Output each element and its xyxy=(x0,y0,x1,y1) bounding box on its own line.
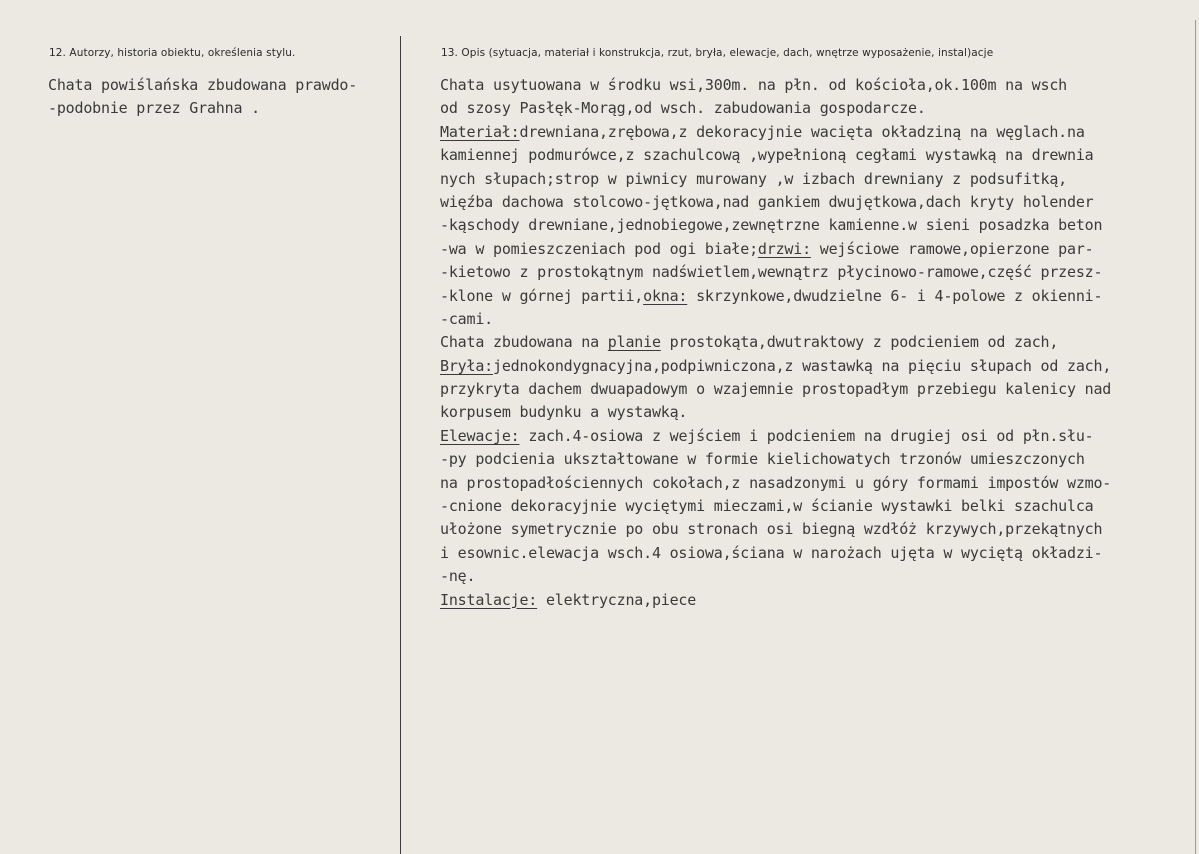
description-segment: drewniana,zrębowa,z dekoracyjnie wacięta okładziną na węglach.na xyxy=(519,122,1085,141)
description-line xyxy=(440,168,1111,191)
description-segment: ułożone symetrycznie po obu stronach osi biegną wzdłóż krzywych,przekątnych xyxy=(440,520,1103,539)
description-segment: wejściowe ramowe,opierzone par- xyxy=(810,239,1094,258)
authors-history-text xyxy=(48,74,357,121)
description-segment: jednokondygnacyjna,podpiwniczona,z wastawką na pięciu słupach od zach, xyxy=(493,356,1112,375)
description-line xyxy=(440,331,1111,354)
description-line xyxy=(440,589,1111,612)
description-segment: skrzynkowe,dwudzielne 6- i 4-polowe z okienni- xyxy=(687,286,1103,305)
description-segment: -cami. xyxy=(440,309,493,328)
description-line xyxy=(440,238,1111,261)
description-segment: -klone w górnej partii, xyxy=(440,286,644,305)
description-segment: -nę. xyxy=(440,567,476,586)
description-text xyxy=(440,74,1111,612)
description-line xyxy=(440,542,1111,565)
description-segment: Chata zbudowana na xyxy=(440,333,608,352)
description-line xyxy=(440,425,1111,448)
section-label: drzwi: xyxy=(757,239,811,258)
description-segment: -kąschody drewniane,jednobiegowe,zewnętrzne kamienne.w sieni posadzka beton xyxy=(440,216,1103,235)
column-divider xyxy=(400,36,401,854)
description-line xyxy=(440,308,1111,331)
section-label: Bryła: xyxy=(440,356,493,375)
description-segment: i esownic.elewacja wsch.4 osiowa,ściana w narożach ujęta w wyciętą okładzi- xyxy=(440,543,1103,562)
description-line xyxy=(440,565,1111,588)
left-text-line: Chata powiślańska zbudowana prawdo- xyxy=(48,76,358,94)
description-segment: -kietowo z prostokątnym nadświetlem,wewnątrz płycinowo-ramowe,część przesz- xyxy=(440,263,1103,282)
description-line xyxy=(440,401,1111,424)
description-segment: kamiennej podmurówce,z szachulcową ,wypełnioną cegłami wystawką na drewnia xyxy=(440,146,1094,165)
description-line xyxy=(440,355,1111,378)
description-segment: -wa w pomieszczeniach pod ogi białe; xyxy=(440,239,758,258)
description-segment: na prostopadłościennych cokołach,z nasadzonymi u góry formami impostów wzmo- xyxy=(440,473,1112,492)
description-line xyxy=(440,74,1111,97)
description-line xyxy=(440,144,1111,167)
description-segment: prostokąta,dwutraktowy z podcieniem od zach, xyxy=(660,333,1059,352)
section-13-header: 13. Opis (sytuacja, materiał i konstrukcja, rzut, bryła, elewacje, dach, wnętrze wyposażenie, instal)acje xyxy=(441,47,994,59)
description-segment: elektryczna,piece xyxy=(537,590,697,609)
description-line xyxy=(440,518,1111,541)
description-line xyxy=(440,495,1111,518)
left-text-line: -podobnie przez Grahna . xyxy=(48,99,260,118)
description-line xyxy=(440,191,1111,214)
description-segment: korpusem budynku a wystawką. xyxy=(440,403,688,422)
description-segment: -py podcienia ukształtowane w formie kielichowatych trzonów umieszczonych xyxy=(440,450,1085,469)
description-line xyxy=(440,121,1111,144)
description-line xyxy=(440,448,1111,471)
section-label: Materiał: xyxy=(440,122,520,141)
description-segment: -cnione dekoracyjnie wyciętymi mieczami,w ścianie wystawki belki szachulca xyxy=(440,497,1094,516)
section-12-header: 12. Autorzy, historia obiektu, określenia stylu. xyxy=(49,47,296,59)
description-segment: przykryta dachem dwuapadowym o wzajemnie prostopadłym przebiegu kalenicy nad xyxy=(440,380,1112,399)
description-line xyxy=(440,285,1111,308)
right-edge-line xyxy=(1195,20,1196,854)
description-segment: zach.4-osiowa z wejściem i podcieniem na drugiej osi od płn.słu- xyxy=(519,426,1094,445)
description-line xyxy=(440,214,1111,237)
section-label: okna: xyxy=(643,286,688,305)
description-segment: nych słupach;strop w piwnicy murowany ,w izbach drewniany z podsufitką, xyxy=(440,169,1067,188)
section-label: Instalacje: xyxy=(440,590,538,609)
description-segment: od szosy Pasłęk-Morąg,od wsch. zabudowania gospodarcze. xyxy=(440,99,926,118)
description-line xyxy=(440,261,1111,284)
description-line xyxy=(440,378,1111,401)
section-label: Elewacje: xyxy=(440,426,520,445)
description-line xyxy=(440,97,1111,120)
section-label: planie xyxy=(607,333,661,352)
description-segment: więźba dachowa stolcowo-jętkowa,nad gankiem dwujętkowa,dach kryty holender xyxy=(440,192,1094,211)
description-segment: Chata usytuowana w środku wsi,300m. na płn. od kościoła,ok.100m na wsch xyxy=(440,76,1067,94)
description-line xyxy=(440,472,1111,495)
